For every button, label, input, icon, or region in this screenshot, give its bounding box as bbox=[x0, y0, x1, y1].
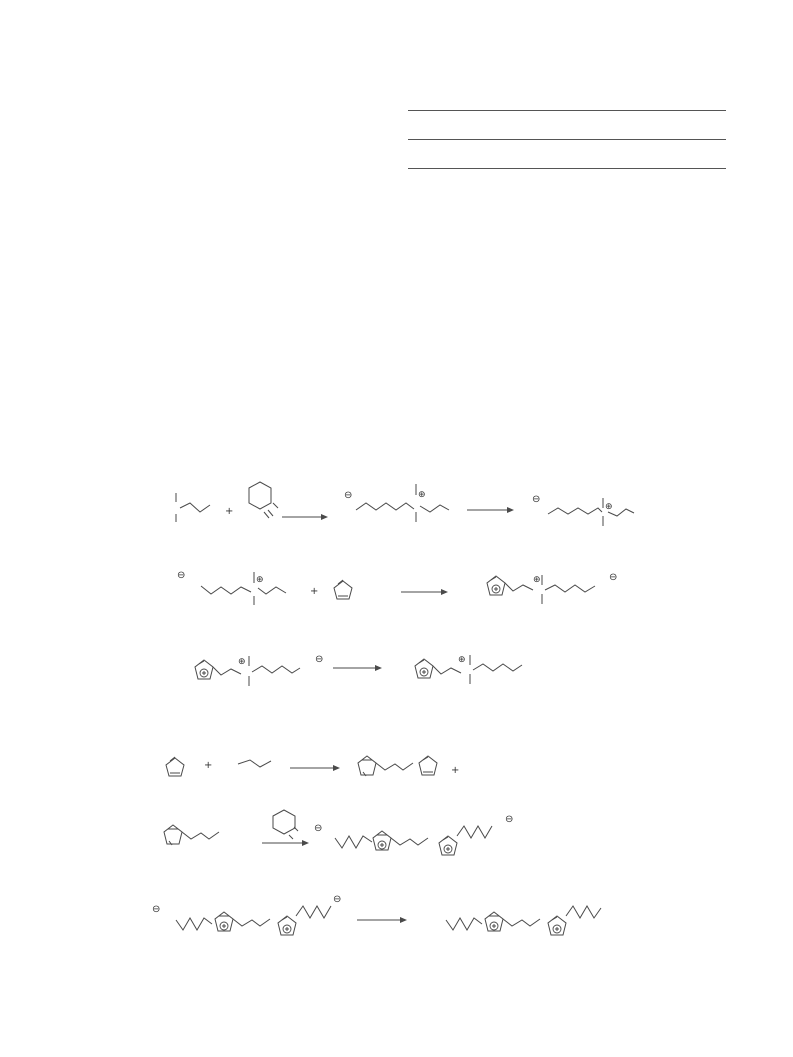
reaction-arrow bbox=[333, 665, 382, 671]
anion-charge: ⊖ bbox=[315, 654, 324, 665]
step-1 bbox=[176, 482, 634, 526]
propyl-linker bbox=[238, 760, 271, 767]
bis-ring-linked bbox=[358, 756, 437, 776]
reaction-arrow bbox=[467, 507, 514, 513]
step-3 bbox=[195, 654, 522, 686]
ion-pair-chain bbox=[344, 484, 449, 522]
cation-charge: ⊕ bbox=[605, 502, 613, 512]
ring-cation-chain bbox=[487, 572, 617, 604]
plus-sign: + bbox=[204, 760, 213, 771]
cyclic-base bbox=[249, 482, 278, 518]
reaction-arrow bbox=[357, 917, 407, 923]
bis-cation-dichain bbox=[152, 894, 341, 935]
anion-charge: ⊖ bbox=[505, 814, 514, 825]
ring-cation-chain-neutralized bbox=[415, 655, 522, 684]
plus-sign: + bbox=[225, 506, 234, 517]
ion-pair-chain bbox=[532, 494, 634, 526]
step-2 bbox=[177, 570, 617, 605]
reaction-arrow bbox=[282, 514, 328, 520]
cation-charge: ⊕ bbox=[458, 655, 466, 665]
five-membered-ring bbox=[334, 580, 352, 599]
plus-sign: + bbox=[310, 586, 319, 597]
anion-charge: ⊖ bbox=[532, 494, 541, 505]
anion-charge: ⊖ bbox=[314, 823, 323, 834]
ring-cation-chain bbox=[195, 654, 323, 686]
anion-charge: ⊖ bbox=[152, 904, 161, 915]
step-5 bbox=[164, 810, 513, 855]
step-4 bbox=[166, 756, 459, 776]
ion-pair-chain bbox=[177, 570, 286, 605]
cation-charge: ⊕ bbox=[418, 490, 426, 500]
bis-ring-linked bbox=[164, 825, 219, 845]
cation-charge: ⊕ bbox=[533, 575, 541, 585]
cation-charge: ⊕ bbox=[256, 575, 264, 585]
anion-charge: ⊖ bbox=[177, 570, 186, 581]
halo-alkyl-chain bbox=[176, 493, 210, 522]
reaction-arrow bbox=[262, 840, 309, 846]
reaction-arrow bbox=[290, 765, 340, 771]
bis-cation-dichain bbox=[335, 814, 513, 855]
cation-charge: ⊕ bbox=[238, 657, 246, 667]
anion-charge: ⊖ bbox=[344, 490, 353, 501]
anion-charge: ⊖ bbox=[609, 572, 618, 583]
reaction-arrow bbox=[401, 589, 448, 595]
plus-sign: + bbox=[451, 765, 460, 776]
step-6 bbox=[152, 894, 601, 935]
bis-cation-dichain-neutralized bbox=[446, 906, 601, 935]
anion-charge: ⊖ bbox=[333, 894, 342, 905]
five-membered-ring bbox=[166, 757, 184, 776]
cyclic-base bbox=[273, 810, 298, 839]
